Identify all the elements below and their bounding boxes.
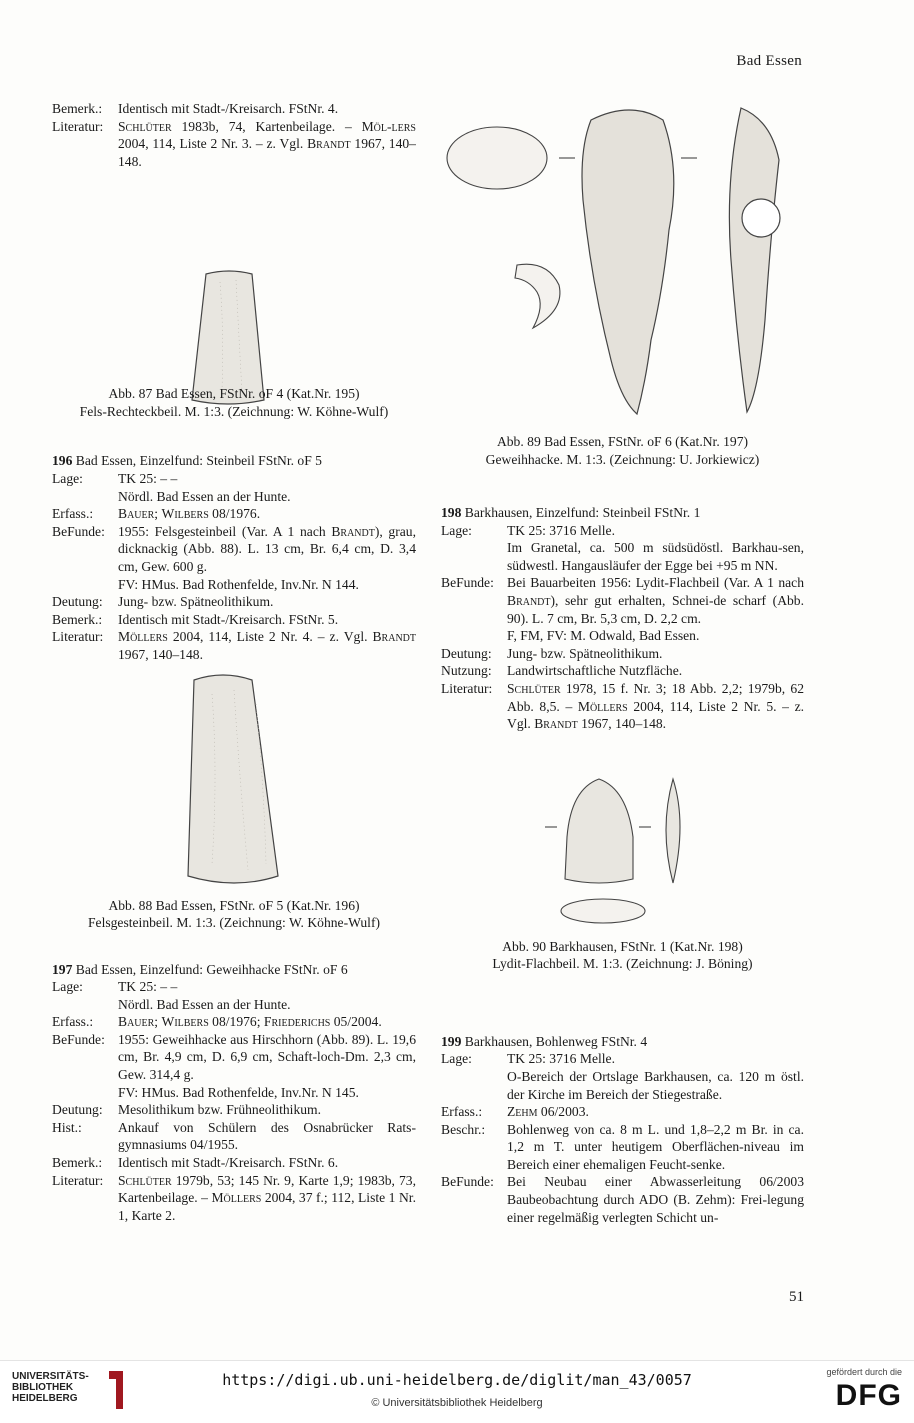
entry-field <box>52 978 416 996</box>
antler-drawing-89 <box>441 100 804 430</box>
figure-90-caption-1: Abb. 90 Barkhausen, FStNr. 1 (Kat.Nr. 198) <box>502 938 743 954</box>
field-label: BeFunde: <box>441 575 494 591</box>
running-title: Bad Essen <box>736 53 802 69</box>
entry-field <box>441 645 804 663</box>
field-label: BeFunde: <box>52 523 105 539</box>
field-label: Deutung: <box>52 1102 103 1118</box>
source-url-link[interactable]: https://digi.ub.uni-heidelberg.de/diglit/man_43/0057 <box>222 1371 692 1389</box>
field-value: 1955: Felsgesteinbeil (Var. A 1 nach Brandt), grau, dicknackig (Abb. 88). L. 13 cm, Br. 6,4 cm, D. 3,4 cm, Gew. 600 g. <box>118 523 416 574</box>
entry-field <box>52 996 416 1014</box>
university-library-logo[interactable]: UNIVERSITÄTS- BIBLIOTHEK HEIDELBERG <box>12 1371 89 1404</box>
left-column <box>52 100 416 1224</box>
copyright-notice: © Universitätsbibliothek Heidelberg <box>371 1397 543 1409</box>
field-label <box>441 1068 507 1103</box>
field-label: BeFunde: <box>52 1031 105 1047</box>
field-label <box>52 576 118 594</box>
entry-field <box>52 470 416 488</box>
field-value: Bauer; Wilbers 08/1976. <box>118 506 261 522</box>
entry-field <box>52 1084 416 1102</box>
field-label <box>52 488 118 506</box>
entry-heading: 196 Bad Essen, Einzelfund: Steinbeil FStNr. oF 5 <box>52 453 322 469</box>
entry-field <box>441 1121 804 1174</box>
field-label: Literatur: <box>52 1172 104 1188</box>
entry-196 <box>52 452 416 663</box>
field-label: Literatur: <box>52 629 104 645</box>
field-value: TK 25: 3716 Melle. <box>507 1051 615 1067</box>
field-label: Literatur: <box>52 118 104 134</box>
entry-199 <box>441 1033 804 1227</box>
field-value: Ankauf von Schülern des Osnabrücker Rats-gymnasiums 04/1955. <box>118 1119 416 1153</box>
field-label <box>441 627 507 645</box>
field-value: Mesolithikum bzw. Frühneolithikum. <box>118 1102 322 1118</box>
entry-field <box>441 680 804 733</box>
entry-field <box>52 1172 416 1225</box>
entry-197 <box>52 961 416 1225</box>
field-value: TK 25: 3716 Melle. <box>507 522 615 538</box>
viewer-footer <box>0 1360 914 1423</box>
field-value: Jung- bzw. Spätneolithikum. <box>118 594 274 610</box>
field-label <box>441 539 507 574</box>
field-value: FV: HMus. Bad Rothenfelde, Inv.Nr. N 145. <box>118 1084 359 1100</box>
field-value: Bei Neubau einer Abwasserleitung 06/2003 Baubeobachtung durch ADO (B. Zehm): Frei-legung einer regelmäßig verlegten Schicht un- <box>507 1174 804 1225</box>
entry-field <box>52 1101 416 1119</box>
field-label: Erfass.: <box>52 506 94 522</box>
field-value: Landwirtschaftliche Nutzfläche. <box>507 663 683 679</box>
field-label: Beschr.: <box>441 1121 486 1137</box>
entry-field <box>441 574 804 627</box>
entry-heading: 199 Barkhausen, Bohlenweg FStNr. 4 <box>441 1033 648 1049</box>
field-label: BeFunde: <box>441 1174 494 1190</box>
figure-88-caption-1: Abb. 88 Bad Essen, FStNr. oF 5 (Kat.Nr. 196) <box>108 897 360 913</box>
figure-87-caption-2: Fels-Rechteckbeil. M. 1:3. (Zeichnung: W. Köhne-Wulf) <box>79 403 389 419</box>
field-label: Bemerk.: <box>52 101 103 116</box>
figure-87-caption-1: Abb. 87 Bad Essen, FStNr. oF 4 (Kat.Nr. 195) <box>108 386 360 402</box>
figure-89 <box>441 100 804 490</box>
field-label: Deutung: <box>52 594 103 610</box>
entry-field <box>52 100 416 118</box>
figure-87 <box>52 170 416 419</box>
field-label <box>52 1084 118 1102</box>
field-value: Identisch mit Stadt-/Kreisarch. FStNr. 4. <box>118 101 339 116</box>
entry-field <box>441 627 804 645</box>
field-label: Lage: <box>52 470 83 486</box>
field-label: Bemerk.: <box>52 611 103 627</box>
field-value: O-Bereich der Ortslage Barkhausen, ca. 120 m östl. der Kirche im Bereich der Stiegestraße. <box>507 1068 804 1102</box>
entry-field <box>52 505 416 523</box>
field-label: Lage: <box>52 979 83 995</box>
axe-drawing-87 <box>52 170 416 405</box>
field-value: F, FM, FV: M. Odwald, Bad Essen. <box>507 628 700 644</box>
field-label: Erfass.: <box>52 1014 94 1030</box>
field-value: Schlüter 1983b, 74, Kartenbeilage. – Möl-lers 2004, 114, Liste 2 Nr. 3. – z. Vgl. Brandt 1967, 140–148. <box>118 118 416 169</box>
field-label: Lage: <box>441 522 472 538</box>
field-value: TK 25: – – <box>118 470 178 486</box>
entry-field <box>441 522 804 540</box>
entry-field <box>441 662 804 680</box>
entry-field <box>52 1119 416 1154</box>
figure-89-caption-2: Geweihhacke. M. 1:3. (Zeichnung: U. Jorkiewicz) <box>485 451 760 467</box>
field-label: Bemerk.: <box>52 1155 103 1171</box>
figure-88-caption-2: Felsgesteinbeil. M. 1:3. (Zeichnung: W. Köhne-Wulf) <box>87 915 381 931</box>
entry-field <box>52 1031 416 1084</box>
entry-field <box>52 523 416 576</box>
entry-field <box>441 1050 804 1068</box>
axe-drawing-90 <box>441 733 804 935</box>
field-label: Hist.: <box>52 1119 82 1135</box>
entry-field <box>441 1103 804 1121</box>
field-value: Bauer; Wilbers 08/1976; Friederichs 05/2004. <box>118 1014 382 1030</box>
field-value: Bei Bauarbeiten 1956: Lydit-Flachbeil (Var. A 1 nach Brandt), sehr gut erhalten, Schnei-de scharf (Abb. 90). L. 7 cm, Br. 5,3 cm, D. 2,2 cm. <box>507 575 804 626</box>
field-label <box>52 996 118 1014</box>
field-label: Deutung: <box>441 645 492 661</box>
page-number: 51 <box>789 1289 804 1305</box>
field-value: Schlüter 1979b, 53; 145 Nr. 9, Karte 1,9; 1983b, 73, Kartenbeilage. – Möllers 2004, 37 f.; 112, Liste 1 Nr. 1, Karte 2. <box>118 1172 416 1223</box>
figure-88 <box>52 664 416 934</box>
field-value: Jung- bzw. Spätneolithikum. <box>507 645 663 661</box>
field-value: Zehm 06/2003. <box>507 1104 589 1120</box>
field-value: Identisch mit Stadt-/Kreisarch. FStNr. 5. <box>118 611 339 627</box>
entry-field <box>52 488 416 506</box>
field-value: Im Granetal, ca. 500 m südsüdöstl. Barkhau-sen, südwestl. Hangausläufer der Egge bei +95 m NN. <box>507 540 804 573</box>
dfg-logo[interactable]: DFG <box>835 1379 902 1412</box>
entry-field <box>52 611 416 629</box>
entry-field <box>52 118 416 171</box>
field-value: FV: HMus. Bad Rothenfelde, Inv.Nr. N 144. <box>118 576 359 592</box>
field-value: Möllers 2004, 114, Liste 2 Nr. 4. – z. Vgl. Brandt 1967, 140–148. <box>118 629 416 662</box>
entry-heading: 198 Barkhausen, Einzelfund: Steinbeil FStNr. 1 <box>441 505 701 520</box>
entry-heading: 197 Bad Essen, Einzelfund: Geweihhacke FStNr. oF 6 <box>52 961 348 977</box>
field-value: TK 25: – – <box>118 979 178 995</box>
axe-drawing-88 <box>52 664 416 894</box>
right-column <box>441 504 804 1226</box>
entry-field <box>52 1154 416 1172</box>
field-label: Literatur: <box>441 680 493 696</box>
entry-198 <box>441 504 804 733</box>
funding-note: gefördert durch die <box>826 1367 902 1377</box>
figure-90 <box>441 733 804 1033</box>
entry-field <box>52 1013 416 1031</box>
entry-field <box>52 576 416 594</box>
entry-field <box>52 593 416 611</box>
field-value: Nördl. Bad Essen an der Hunte. <box>118 996 291 1012</box>
field-label: Nutzung: <box>441 663 492 679</box>
field-value: Bohlenweg von ca. 8 m L. und 1,8–2,2 m Br. in ca. 1,2 m T. unter heutigem Oberflächen-niveau im Bereich einer ehemaligen Feucht-senke. <box>507 1121 804 1172</box>
entry-field <box>441 539 804 574</box>
figure-90-caption-2: Lydit-Flachbeil. M. 1:3. (Zeichnung: J. Böning) <box>492 956 753 972</box>
field-label: Lage: <box>441 1051 472 1067</box>
entry-field <box>441 1068 804 1103</box>
field-value: Identisch mit Stadt-/Kreisarch. FStNr. 6. <box>118 1155 339 1171</box>
entry-195-tail <box>52 100 416 170</box>
entry-field <box>52 628 416 663</box>
field-value: 1955: Geweihhacke aus Hirschhorn (Abb. 89). L. 19,6 cm, Br. 4,9 cm, D. 6,9 cm, Schaft-loch-Dm. 2,3 cm, Gew. 314,4 g. <box>118 1031 416 1083</box>
figure-89-caption-1: Abb. 89 Bad Essen, FStNr. oF 6 (Kat.Nr. 197) <box>496 434 749 449</box>
field-label: Erfass.: <box>441 1104 483 1120</box>
entry-field <box>441 1173 804 1226</box>
field-value: Nördl. Bad Essen an der Hunte. <box>118 488 291 504</box>
field-value: Schlüter 1978, 15 f. Nr. 3; 18 Abb. 2,2; 1979b, 62 Abb. 8,5. – Möllers 2004, 114, Liste 2 Nr. 5. – z. Vgl. Brandt 1967, 140–148. <box>507 680 804 732</box>
